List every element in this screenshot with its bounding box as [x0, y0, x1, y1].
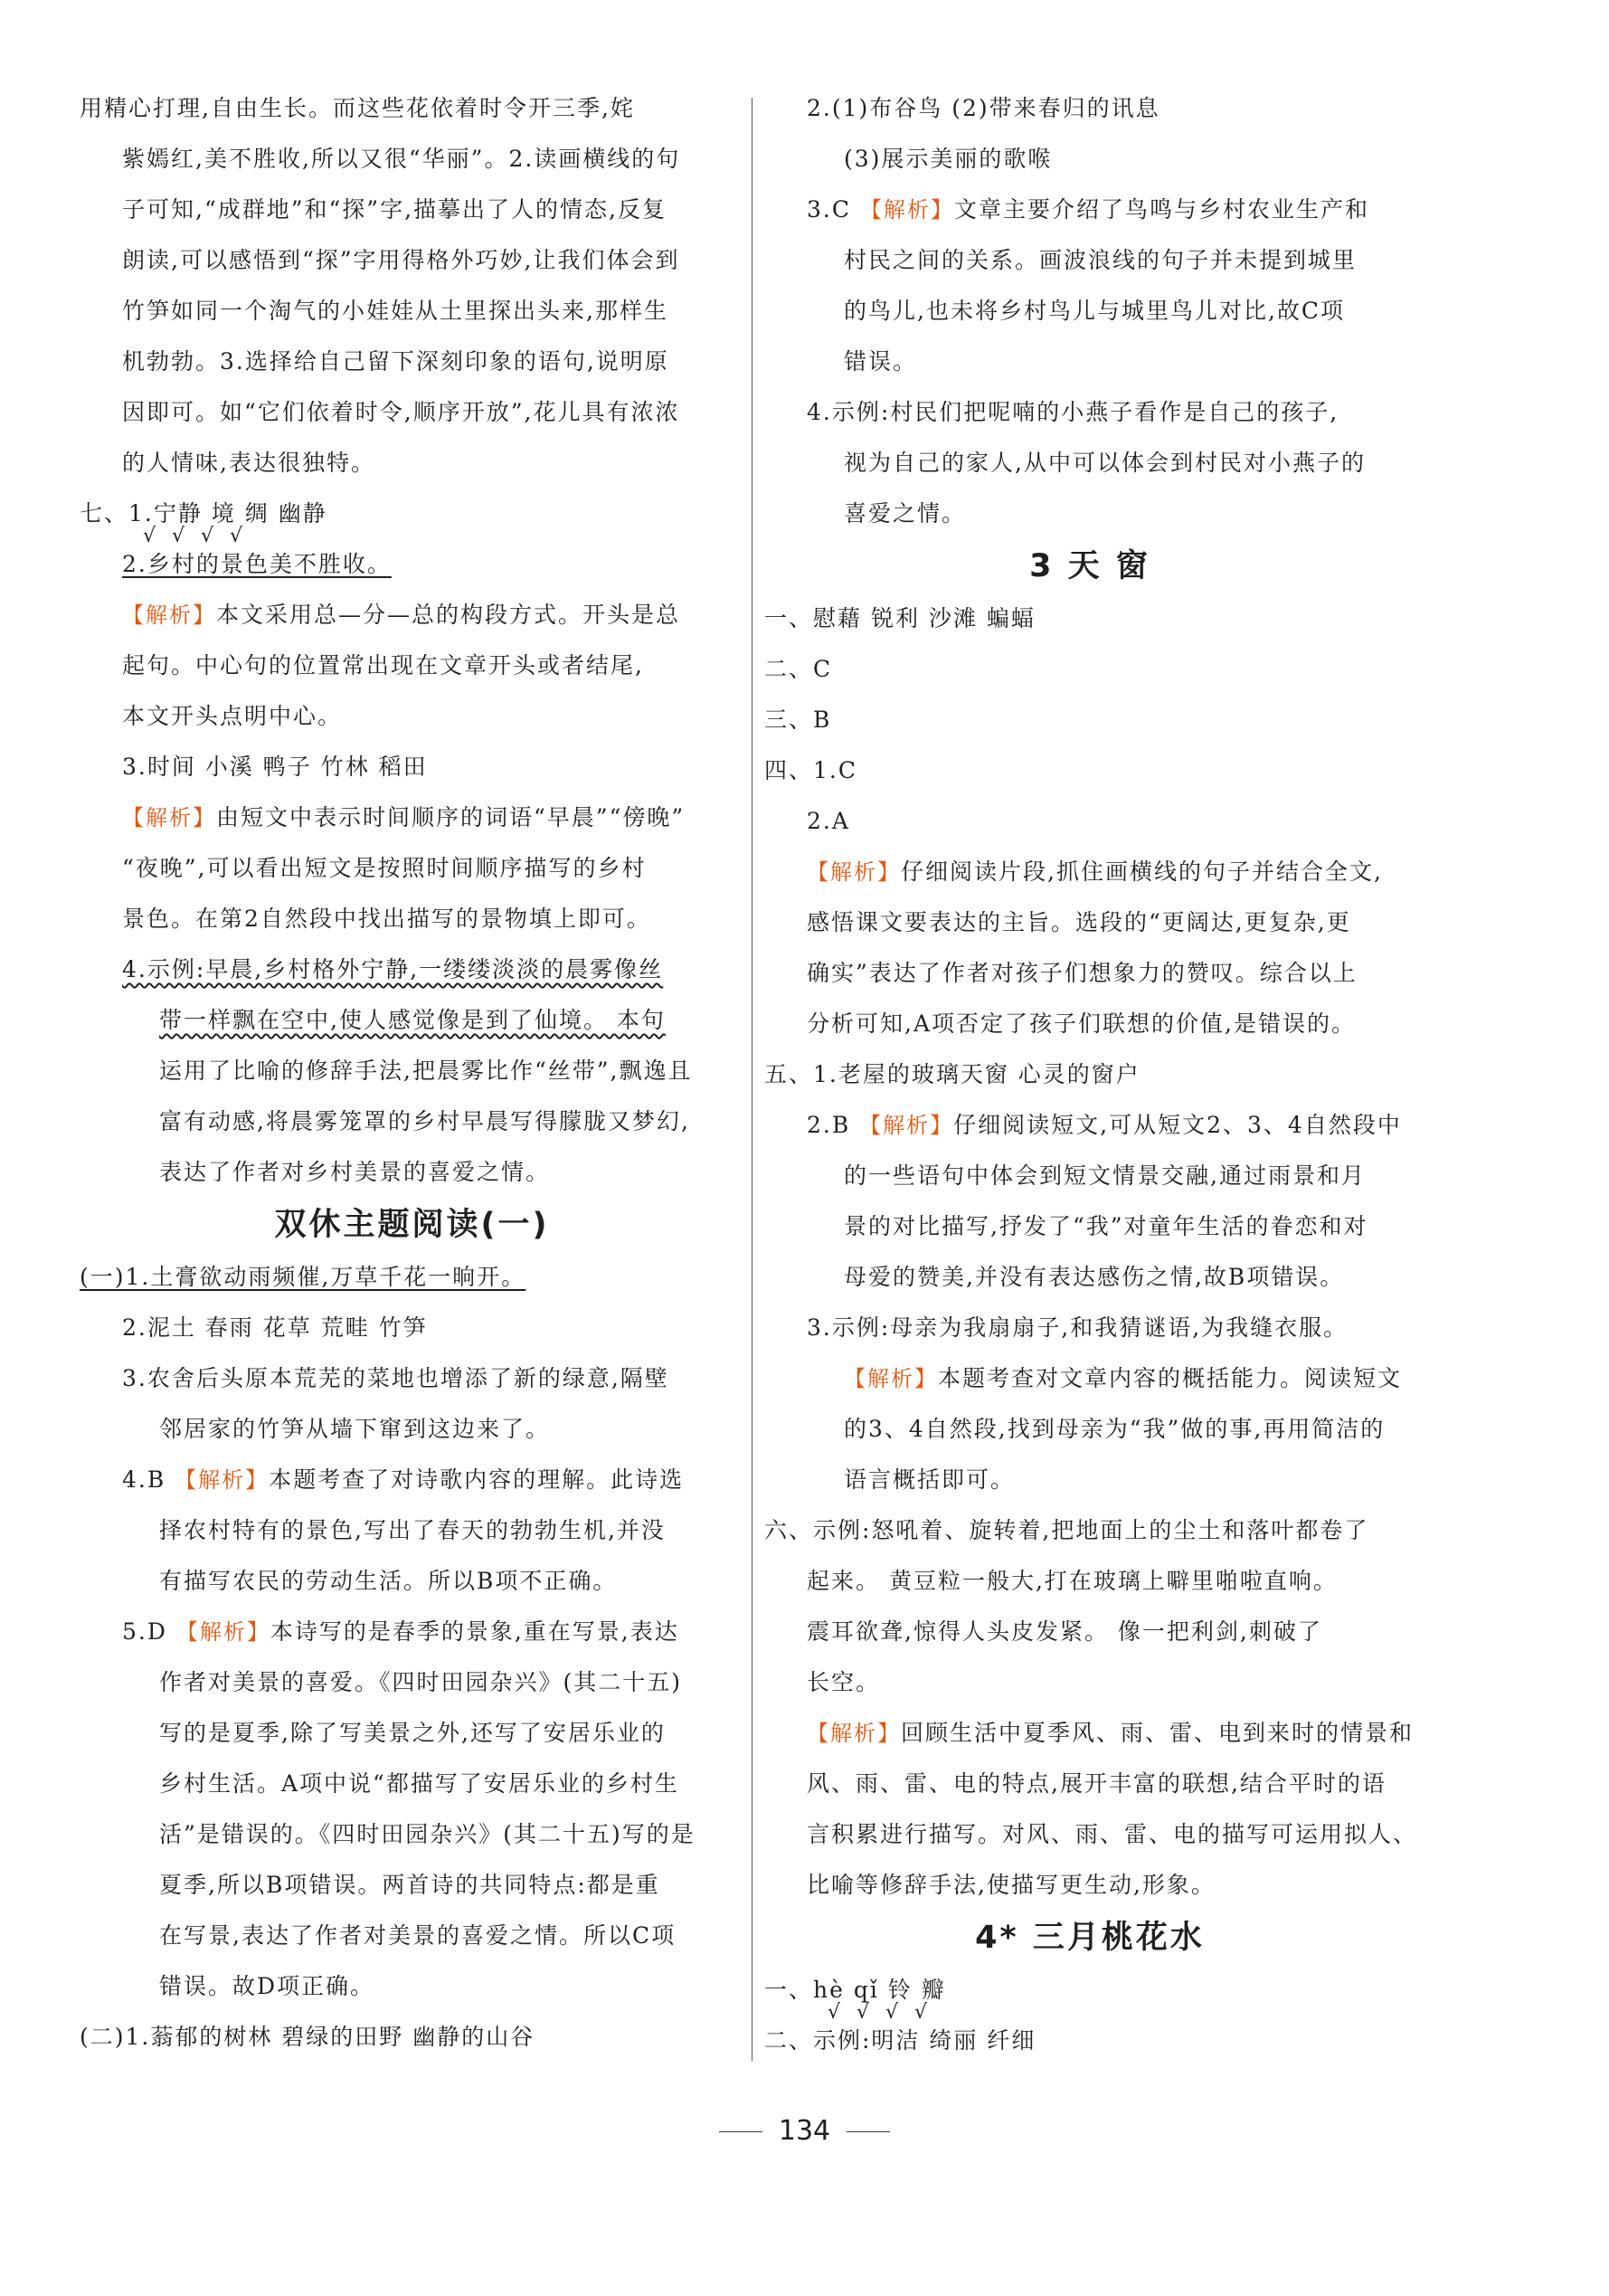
- section-title: 双休主题阅读(一): [274, 1207, 550, 1243]
- line-text: 用精心打理,自由生长。而这些花依着时令开三季,姹: [80, 95, 635, 121]
- line-text: 3.示例:母亲为我扇扇子,和我猜谜语,为我缝衣服。: [807, 1314, 1349, 1341]
- line-text: 择农村特有的景色,写出了春天的勃勃生机,并没: [159, 1517, 666, 1543]
- analysis-tag: 【解析】: [175, 1619, 270, 1645]
- line-text: 紫嫣红,美不胜收,所以又很“华丽”。2.读画横线的句: [122, 146, 681, 172]
- line-text: 竹笋如同一个淘气的小娃娃从土里探出头来,那样生: [122, 298, 668, 324]
- analysis-tag: 【解析】: [175, 1467, 270, 1493]
- line-text: 运用了比喻的修辞手法,把晨雾比作“丝带”,飘逸且: [159, 1058, 693, 1084]
- answer-line: [764, 1353, 1415, 1404]
- line-text: 起来。 黄豆粒一般大,打在玻璃上噼里啪啦直响。: [807, 1568, 1338, 1594]
- line-text: 本题考查对文章内容的概括能力。阅读短文: [938, 1365, 1403, 1391]
- line-text: 震耳欲聋,惊得人头皮发紧。 像一把利剑,刺破了: [807, 1618, 1322, 1645]
- line-text: (3)展示美丽的歌喉: [844, 146, 1053, 172]
- answer-line: [764, 387, 1415, 438]
- line-text: 错误。: [844, 348, 918, 375]
- line-text: 夏季,所以B项错误。两首诗的共同特点:都是重: [159, 1872, 660, 1898]
- answer-line: [80, 1252, 744, 1303]
- answer-line: [764, 1151, 1415, 1201]
- answer-line: [764, 337, 1415, 387]
- answer-line: [80, 185, 744, 235]
- line-text: 3.C: [807, 196, 860, 223]
- answer-line: [764, 644, 1415, 695]
- line-text: 景色。在第2自然段中找出描写的景物填上即可。: [122, 906, 651, 932]
- answer-line: [764, 897, 1415, 948]
- answer-line: [80, 742, 744, 792]
- answer-line: [764, 999, 1415, 1049]
- answer-line: [80, 1809, 744, 1860]
- line-text: 三、B: [764, 707, 832, 733]
- line-text: 一、hè qǐ 铃 瓣: [764, 1977, 946, 2003]
- line-text: 因即可。如“它们依着时令,顺序开放”,花儿具有浓浓: [122, 399, 680, 425]
- answer-line: [80, 387, 744, 438]
- answer-line: [764, 1607, 1415, 1657]
- answer-line: [764, 1404, 1415, 1455]
- check-marks: √√√√: [143, 525, 260, 547]
- line-text: 言积累进行描写。对风、雨、雷、电的描写可运用拟人、: [807, 1821, 1418, 1847]
- line-text: 比喻等修辞手法,使描写更生动,形象。: [807, 1872, 1216, 1898]
- line-text: 2.泥土 春雨 花草 荒畦 竹笋: [122, 1314, 428, 1341]
- answer-line: [764, 2016, 1415, 2066]
- left-column: [80, 83, 744, 2063]
- line-text: 朗读,可以感悟到“探”字用得格外巧妙,让我们体会到: [122, 247, 680, 273]
- answer-line: [764, 847, 1415, 897]
- line-text: 4.示例:早晨,乡村格外宁静,一缕缕淡淡的晨雾像丝: [122, 956, 664, 982]
- answer-line: [80, 894, 744, 944]
- answer-line: [80, 539, 744, 590]
- line-text: 七、1.宁静 境 绸 幽静: [80, 500, 327, 527]
- answer-line: [764, 948, 1415, 999]
- analysis-tag: 【解析】: [122, 805, 216, 830]
- answer-line: [80, 1708, 744, 1759]
- line-text: 邻居家的竹笋从墙下窜到这边来了。: [159, 1416, 551, 1442]
- line-text: 4.B: [122, 1466, 175, 1493]
- answer-line: [80, 1911, 744, 1961]
- answer-line: [764, 1049, 1415, 1100]
- answer-line: [80, 2012, 744, 2063]
- line-text: 村民之间的关系。画波浪线的句子并未提到城里: [844, 247, 1358, 273]
- answer-line: [764, 1201, 1415, 1252]
- line-text: 的一些语句中体会到短文情景交融,通过雨景和月: [844, 1162, 1366, 1189]
- line-text: 母爱的赞美,并没有表达感伤之情,故B项错误。: [844, 1264, 1345, 1290]
- line-text: 3.农舍后头原本荒芜的菜地也增添了新的绿意,隔壁: [122, 1365, 669, 1391]
- line-text: 写的是夏季,除了写美景之外,还写了安居乐业的: [159, 1720, 666, 1746]
- footer-dash-right: [847, 2131, 890, 2132]
- answer-line: [764, 1303, 1415, 1353]
- answer-line: [80, 1505, 744, 1556]
- answer-line: [764, 235, 1415, 286]
- answer-line: [764, 1556, 1415, 1607]
- line-text: 2.B: [807, 1112, 860, 1138]
- answer-line: [80, 235, 744, 286]
- page-number: 134: [778, 2115, 831, 2147]
- line-text: 六、示例:怒吼着、旋转着,把地面上的尘土和落叶都卷了: [764, 1517, 1369, 1543]
- answer-line: [80, 1046, 744, 1096]
- line-text: 作者对美景的喜爱。《四时田园杂兴》(其二十五): [159, 1669, 683, 1695]
- analysis-tag: 【解析】: [844, 1366, 938, 1391]
- line-text: 五、1.老屋的玻璃天窗 心灵的窗户: [764, 1061, 1140, 1087]
- line-text: 喜爱之情。: [844, 500, 967, 527]
- answer-line: [80, 1759, 744, 1809]
- answer-line: [764, 1860, 1415, 1911]
- answer-line: [80, 1556, 744, 1607]
- answer-line: [764, 1505, 1415, 1556]
- line-text: 错误。故D项正确。: [159, 1973, 375, 1999]
- line-text: 二、示例:明洁 绮丽 纤细: [764, 2027, 1036, 2054]
- line-text: (一)1.土膏欲动雨频催,万草千花一晌开。: [80, 1264, 526, 1290]
- line-text: 本诗写的是春季的景象,重在写景,表达: [270, 1618, 679, 1645]
- line-text: 长空。: [807, 1669, 881, 1695]
- line-text: 感悟课文要表达的主旨。选段的“更阔达,更复杂,更: [807, 909, 1351, 935]
- answer-line: [764, 438, 1415, 489]
- answer-line: [80, 1657, 744, 1708]
- line-text: 2.乡村的景色美不胜收。: [122, 551, 392, 577]
- line-text: 的人情味,表达很独特。: [122, 450, 375, 476]
- answer-line: [764, 489, 1415, 539]
- answer-line: [80, 1353, 744, 1404]
- line-text: 的鸟儿,也未将乡村鸟儿与城里鸟儿对比,故C项: [844, 298, 1346, 324]
- line-text: 视为自己的家人,从中可以体会到村民对小燕子的: [844, 450, 1366, 476]
- answer-line: [80, 1860, 744, 1911]
- right-column: [764, 83, 1418, 2066]
- line-text: 四、1.C: [764, 757, 857, 783]
- analysis-tag: 【解析】: [859, 197, 954, 223]
- line-text: 子可知,“成群地”和“探”字,描摹出了人的情态,反复: [122, 196, 667, 223]
- section-title: 4* 三月桃花水: [975, 1920, 1205, 1956]
- section-title: 3 天 窗: [1029, 548, 1150, 584]
- answer-line: [80, 995, 744, 1046]
- line-text: 起句。中心句的位置常出现在文章开头或者结尾,: [122, 652, 644, 678]
- line-text: 文章主要介绍了鸟鸣与乡村农业生产和: [953, 196, 1369, 223]
- line-text: 本题考查了对诗歌内容的理解。此诗选: [269, 1466, 685, 1493]
- line-text: “夜晚”,可以看出短文是按照时间顺序描写的乡村: [122, 855, 647, 881]
- answer-line: [80, 1455, 744, 1505]
- answer-line: [764, 1100, 1415, 1151]
- answer-line: [80, 792, 744, 843]
- line-text: 2.(1)布谷鸟 (2)带来春归的讯息: [807, 95, 1160, 121]
- answer-line: [80, 134, 744, 185]
- analysis-tag: 【解析】: [122, 602, 216, 628]
- line-text: 回顾生活中夏季风、雨、雷、电到来时的情景和: [901, 1720, 1415, 1746]
- answer-line: [80, 1404, 744, 1455]
- answer-line: [764, 745, 1415, 796]
- line-text: 语言概括即可。: [844, 1466, 1016, 1493]
- line-text: (二)1.蓊郁的树林 碧绿的田野 幽静的山谷: [80, 2024, 535, 2050]
- answer-line: [764, 796, 1415, 847]
- line-text: 景的对比描写,抒发了“我”对童年生活的眷恋和对: [844, 1213, 1368, 1239]
- answer-line: [80, 843, 744, 894]
- analysis-tag: 【解析】: [807, 859, 901, 885]
- answer-line: [764, 695, 1415, 745]
- footer-dash-left: [719, 2131, 762, 2132]
- answer-line: [764, 83, 1415, 134]
- answer-line: [80, 640, 744, 691]
- answer-line: [80, 1961, 744, 2012]
- line-text: 由短文中表示时间顺序的词语“早晨”“傍晚”: [216, 804, 686, 830]
- line-text: 机勃勃。3.选择给自己留下深刻印象的语句,说明原: [122, 348, 669, 375]
- line-text: 活”是错误的。《四时田园杂兴》(其二十五)写的是: [159, 1821, 696, 1847]
- answer-line: [764, 1809, 1418, 1860]
- analysis-tag: 【解析】: [807, 1721, 901, 1746]
- answer-line: [80, 286, 744, 337]
- line-text: 本文采用总—分—总的构段方式。开头是总: [216, 602, 681, 628]
- line-text: 风、雨、雷、电的特点,展开丰富的联想,结合平时的语: [807, 1770, 1387, 1797]
- answer-line: [80, 83, 744, 134]
- line-text: 有描写农民的劳动生活。所以B项不正确。: [159, 1568, 618, 1594]
- answer-line: [80, 590, 744, 640]
- line-text: 带一样飘在空中,使人感觉像是到了仙境。 本句: [159, 1007, 666, 1033]
- line-text: 2.A: [807, 808, 850, 834]
- line-text: 的3、4自然段,找到母亲为“我”做的事,再用简洁的: [844, 1416, 1386, 1442]
- line-text: 分析可知,A项否定了孩子们联想的价值,是错误的。: [807, 1010, 1356, 1037]
- check-marks: √√√√: [828, 2001, 944, 2024]
- line-text: 确实”表达了作者对孩子们想象力的赞叹。综合以上: [807, 960, 1358, 986]
- line-text: 3.时间 小溪 鸭子 竹林 稻田: [122, 754, 428, 780]
- line-text: 一、慰藉 锐利 沙滩 蝙蝠: [764, 605, 1036, 631]
- answer-line: [80, 944, 744, 995]
- line-text: 4.示例:村民们把呢喃的小燕子看作是自己的孩子,: [807, 399, 1339, 425]
- line-text: 仔细阅读短文,可从短文2、3、4自然段中: [953, 1112, 1402, 1138]
- answer-line: [80, 1607, 744, 1657]
- answer-line: [80, 691, 744, 742]
- answer-line: [764, 1455, 1415, 1505]
- answer-line: [80, 438, 744, 489]
- answer-line: [80, 1096, 744, 1147]
- answer-line: [80, 1303, 744, 1353]
- answer-line: [80, 337, 744, 387]
- answer-line: [764, 185, 1415, 235]
- answer-line: [764, 1759, 1415, 1809]
- line-text: 乡村生活。A项中说“都描写了安居乐业的乡村生: [159, 1770, 679, 1797]
- answer-line: [764, 1252, 1415, 1303]
- analysis-tag: 【解析】: [859, 1113, 954, 1138]
- page-footer: [0, 2115, 1609, 2147]
- answer-line: [764, 1657, 1415, 1708]
- line-text: 富有动感,将晨雾笼罩的乡村早晨写得朦胧又梦幻,: [159, 1108, 690, 1134]
- answer-line: [764, 1708, 1415, 1759]
- answer-line: [764, 593, 1415, 644]
- line-text: 仔细阅读片段,抓住画横线的句子并结合全文,: [901, 859, 1383, 885]
- answer-line: [764, 134, 1415, 185]
- answer-line: [764, 286, 1415, 337]
- line-text: 二、C: [764, 656, 833, 682]
- line-text: 本文开头点明中心。: [122, 703, 343, 729]
- line-text: 5.D: [122, 1618, 176, 1645]
- line-text: 表达了作者对乡村美景的喜爱之情。: [159, 1159, 551, 1185]
- line-text: 在写景,表达了作者对美景的喜爱之情。所以C项: [159, 1922, 677, 1949]
- answer-line: [80, 1147, 744, 1198]
